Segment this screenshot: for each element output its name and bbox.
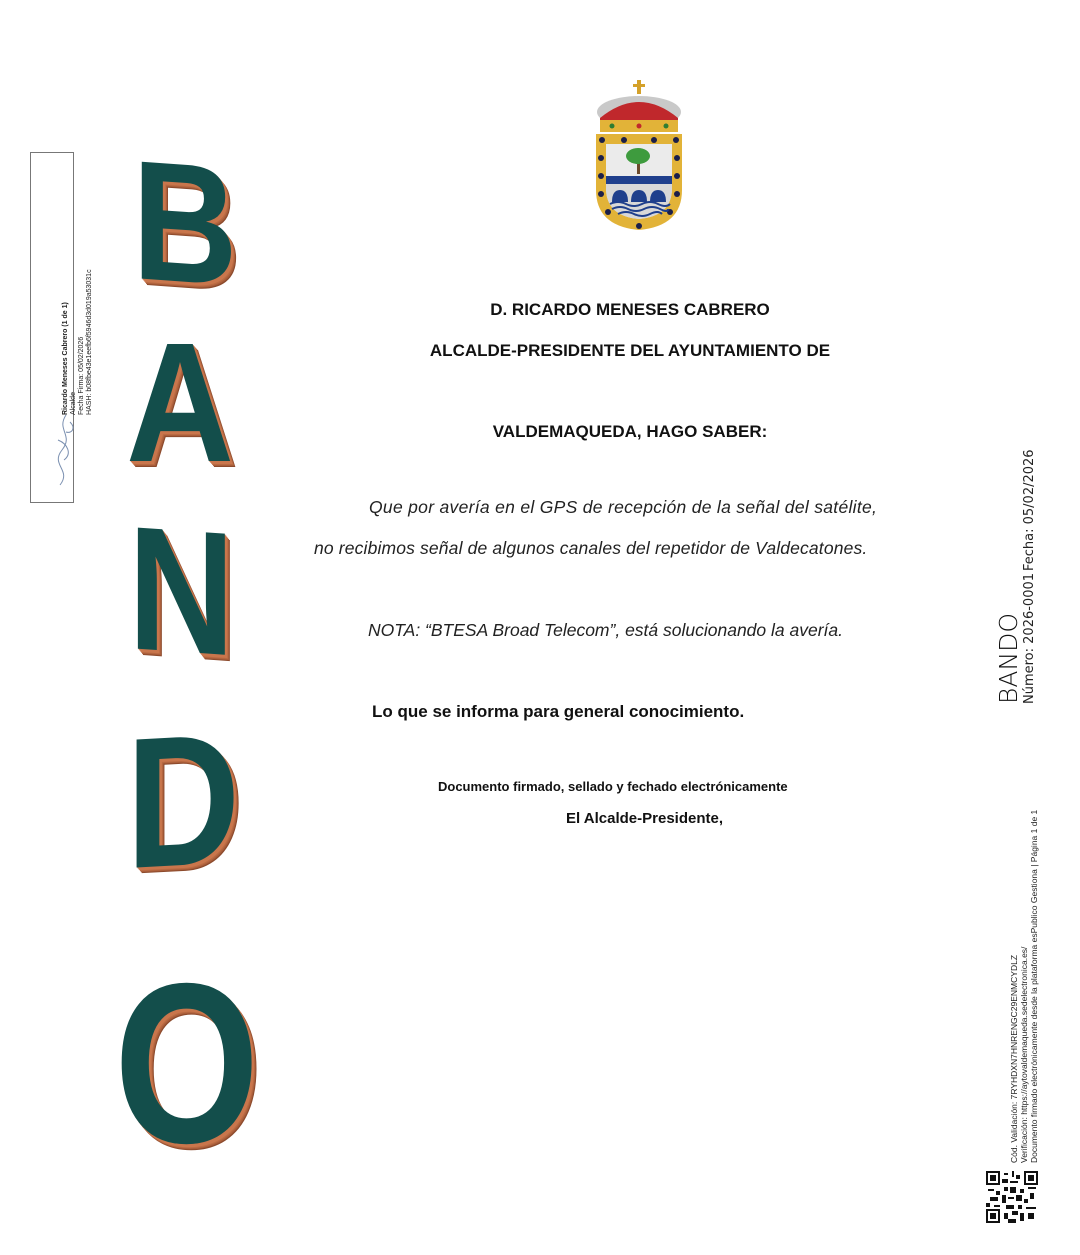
signature-date: Fecha Firma: 05/02/2026 bbox=[78, 336, 85, 415]
coat-of-arms-icon bbox=[592, 78, 686, 234]
notice-paragraph-line-1: Que por avería en el GPS de recepción de la señal del satélite, bbox=[369, 497, 878, 517]
title-letter-o: O bbox=[114, 937, 260, 1191]
verification-url[interactable]: Verificación: https://aytovaldemaqueda.sedelectronica.es/ bbox=[1019, 946, 1029, 1163]
mayor-name-heading: D. RICARDO MENESES CABRERO bbox=[490, 300, 770, 319]
mayor-title-heading: ALCALDE-PRESIDENTE DEL AYUNTAMIENTO DE bbox=[429, 341, 831, 360]
document-date: Fecha: 05/02/2026 bbox=[1022, 449, 1037, 571]
signature-hash: HASH: b08fbe43e1eefb6f5946d3d019a53031c bbox=[86, 269, 93, 415]
signer-name: Ricardo Meneses Cabrero (1 de 1) bbox=[62, 302, 69, 415]
platform-note: Documento firmado electrónicamente desde la plataforma esPublico Gestiona | Página 1 de 1 bbox=[1029, 809, 1039, 1163]
electronic-signature-note: Documento firmado, sellado y fechado electrónicamente bbox=[438, 779, 788, 794]
qr-code-icon bbox=[986, 1171, 1038, 1223]
handwritten-signature-icon bbox=[52, 410, 78, 490]
nota-text: NOTA: “BTESA Broad Telecom”, está solucionando la avería. bbox=[368, 620, 843, 640]
signature-role: El Alcalde-Presidente, bbox=[566, 810, 724, 827]
title-letter-b: B bbox=[132, 125, 238, 323]
signature-details bbox=[62, 269, 94, 415]
closing-statement: Lo que se informa para general conocimiento. bbox=[372, 702, 745, 721]
municipality-heading: VALDEMAQUEDA, HAGO SABER: bbox=[492, 422, 768, 441]
document-number: Número: 2026-0001 bbox=[1022, 572, 1037, 704]
title-letter-n: N bbox=[128, 490, 235, 694]
title-letter-a: A bbox=[126, 308, 235, 498]
document-type-label: BANDO bbox=[994, 612, 1023, 704]
validation-code: Cód. Validación: 7RYHDXN7HNRENGC29ENMCYDLZ bbox=[1009, 954, 1019, 1163]
validation-info bbox=[1009, 810, 1039, 1163]
notice-paragraph-line-2: no recibimos señal de algunos canales del repetidor de Valdecatones. bbox=[314, 538, 868, 558]
title-letter-d: D bbox=[126, 695, 241, 908]
signer-role: Alcalde bbox=[70, 392, 77, 415]
